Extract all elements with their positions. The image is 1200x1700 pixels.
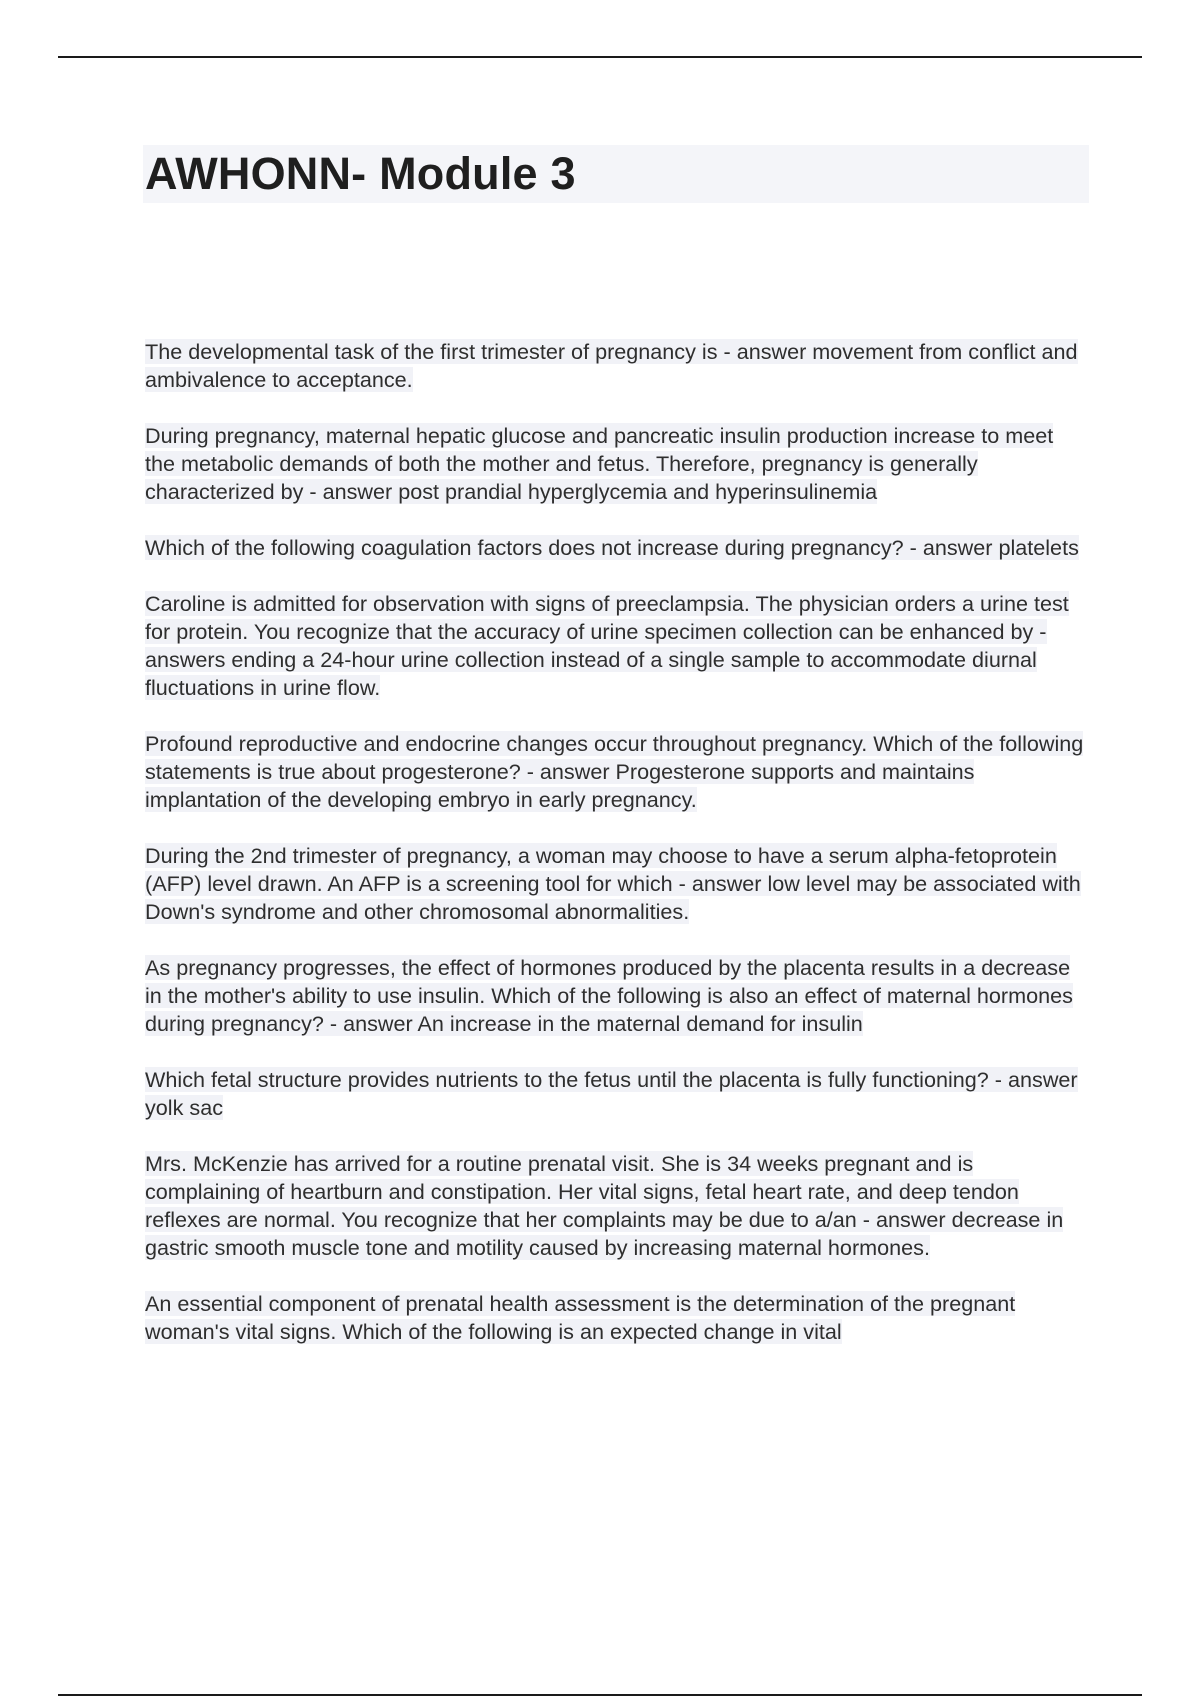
qa-text: Mrs. McKenzie has arrived for a routine prenatal visit. She is 34 weeks pregnant and is complaining of heartburn and constipation. Her vital signs, fetal heart rate, and deep tendon reflexes are normal. You recognize that her complaints may be due to a/an - answer decrease in gastric smooth muscle tone and motility caused by increasing maternal hormones. [145,1151,1064,1260]
top-rule [58,56,1142,58]
qa-item-7 [145,954,1085,1038]
qa-item-3 [145,534,1085,562]
qa-item-4 [145,590,1085,702]
qa-text: The developmental task of the first trimester of pregnancy is - answer movement from conflict and ambivalence to acceptance. [145,339,1078,392]
qa-text: During the 2nd trimester of pregnancy, a woman may choose to have a serum alpha-fetoprotein (AFP) level drawn. An AFP is a screening tool for which - answer low level may be associated with Down's syndrome and other chromosomal abnormalities. [145,843,1081,924]
qa-item-1 [145,338,1085,394]
qa-text: Profound reproductive and endocrine changes occur throughout pregnancy. Which of the following statements is true about progesterone? - answer Progesterone supports and maintains implantation of the developing embryo in early pregnancy. [145,731,1084,812]
page-title: AWHONN- Module 3 [145,148,576,199]
bottom-rule [58,1694,1142,1696]
qa-text: An essential component of prenatal health assessment is the determination of the pregnant woman's vital signs. Which of the following is an expected change in vital [145,1291,1016,1344]
qa-text: Which fetal structure provides nutrients to the fetus until the placenta is fully functioning? - answer yolk sac [145,1067,1078,1120]
qa-text: Which of the following coagulation factors does not increase during pregnancy? - answer platelets [145,535,1079,560]
qa-item-2 [145,422,1085,506]
qa-item-8 [145,1066,1085,1122]
qa-item-6 [145,842,1085,926]
qa-text: During pregnancy, maternal hepatic glucose and pancreatic insulin production increase to meet the metabolic demands of both the mother and fetus. Therefore, pregnancy is generally characterized by - answer post prandial hyperglycemia and hyperinsulinemia [145,423,1054,504]
qa-item-10 [145,1290,1085,1346]
qa-text: Caroline is admitted for observation with signs of preeclampsia. The physician orders a urine test for protein. You recognize that the accuracy of urine specimen collection can be enhanced by - answers ending a 24-hour urine collection instead of a single sample to accommodate diurnal fluctuations in urine flow. [145,591,1069,700]
qa-item-9 [145,1150,1085,1262]
qa-item-5 [145,730,1085,814]
question-answer-list [145,338,1085,1374]
qa-text: As pregnancy progresses, the effect of hormones produced by the placenta results in a decrease in the mother's ability to use insulin. Which of the following is also an effect of maternal hormones during pregnancy? - answer An increase in the maternal demand for insulin [145,955,1073,1036]
